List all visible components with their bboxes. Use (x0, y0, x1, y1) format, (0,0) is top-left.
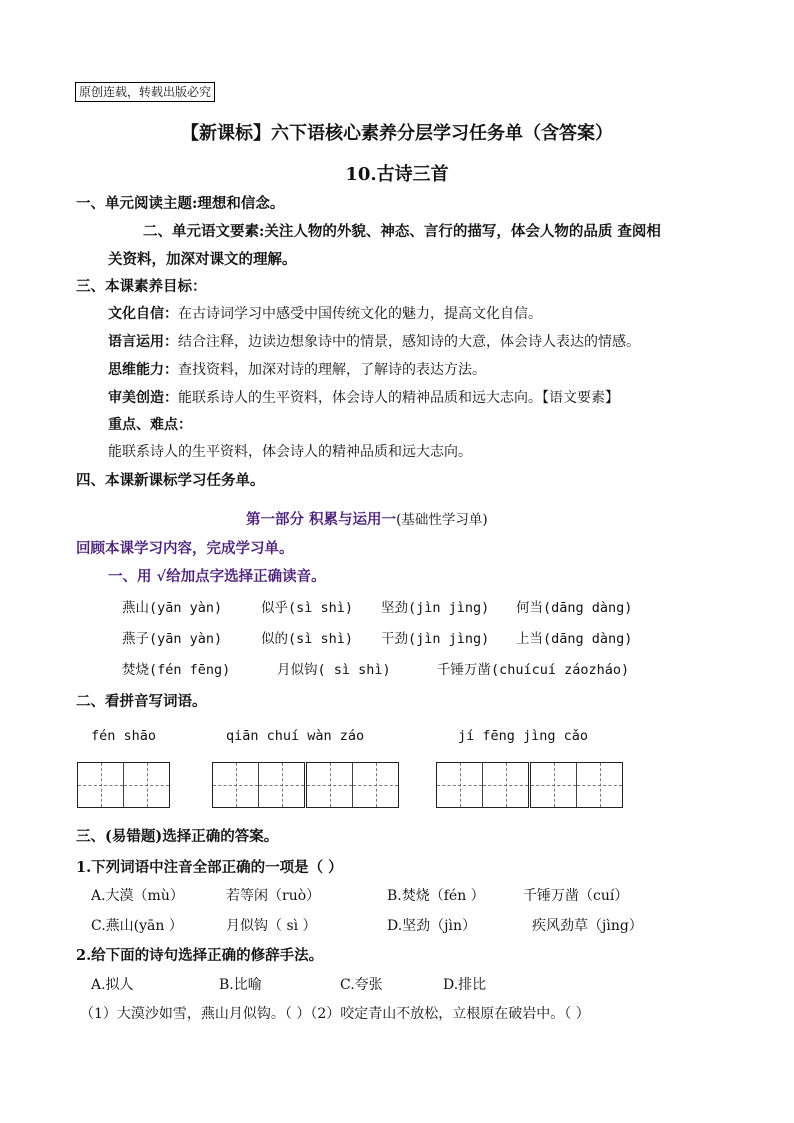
q1-item: 上当(dāng dàng) (516, 631, 633, 647)
goal-text: 在古诗词学习中感受中国传统文化的魅力，提高文化自信。 (178, 306, 542, 322)
part1-heading (246, 508, 488, 529)
section-goals: 三、本课素养目标： (76, 278, 207, 295)
q3-1-option: C.燕山(yān ） (91, 918, 183, 934)
writing-grid-qianchui[interactable] (212, 762, 305, 808)
review-instruction: 回顾本课学习内容，完成学习单。 (76, 540, 294, 557)
part1-subtitle: (基础性学习单) (396, 512, 488, 528)
q3-2-option: C.夸张 (340, 977, 383, 993)
goal-culture (108, 303, 542, 323)
q1-item: 似的(sì shì) (261, 631, 354, 647)
writing-grid-wanzao[interactable] (306, 762, 399, 808)
q1-item: 月似钩( sì shì) (277, 662, 391, 678)
part1-title: 第一部分 积累与运用一 (246, 511, 397, 528)
key-points-text: 能联系诗人的生平资料，体会诗人的精神品质和远大志向。 (108, 444, 472, 460)
main-title: 【新课标】六下语核心素养分层学习任务单（含答案） (181, 123, 613, 144)
copyright-stamp: 原创连载，转载出版必究 (75, 82, 215, 102)
q3-1-option: 若等闲（ruò） (226, 888, 321, 904)
goal-thinking (108, 359, 486, 379)
goal-label: 语言运用： (108, 334, 178, 350)
q1-item: 何当(dāng dàng) (516, 600, 633, 616)
q3-1-option: A.大漠（mù） (91, 888, 184, 904)
q3-2-option: B.比喻 (219, 977, 262, 993)
goal-text: 结合注释，边读边想象诗中的情景，感知诗的大意，体会诗人表达的情感。 (178, 334, 640, 350)
goal-aesthetic (108, 387, 619, 407)
goal-text: 查找资料，加深对诗的理解，了解诗的表达方法。 (178, 362, 486, 378)
section-unit-elements-cont: 关资料，加深对课文的理解。 (108, 251, 297, 268)
key-points-label: 重点、难点： (108, 417, 192, 433)
writing-grid-fenshao[interactable] (77, 762, 170, 808)
goal-label: 审美创造： (108, 390, 178, 406)
section-unit-theme: 一、单元阅读主题:理想和信念。 (76, 195, 285, 212)
q3-1-option: 月似钩（ sì ） (226, 918, 317, 934)
q1-item: 坚劲(jìn jìng) (381, 600, 490, 616)
q1-item: 焚烧(fén fēng) (122, 662, 231, 678)
q2-pinyin: jí fēng jìng cǎo (458, 728, 589, 744)
writing-grid-jifeng[interactable] (436, 762, 529, 808)
q3-2-question: 2.给下面的诗句选择正确的修辞手法。 (76, 947, 324, 964)
goal-label: 思维能力： (108, 362, 178, 378)
q3-2-items: （1）大漠沙如雪，燕山月似钩。（ ）（2）咬定青山不放松，立根原在破岩中。（ ） (80, 1006, 590, 1022)
q1-item: 干劲(jìn jìng) (381, 631, 490, 647)
q3-1-question: 1.下列词语中注音全部正确的一项是（ ） (76, 859, 343, 876)
q1-item: 燕子(yān yàn) (122, 631, 223, 647)
writing-grid-jingcao[interactable] (530, 762, 623, 808)
goal-text: 能联系诗人的生平资料，体会诗人的精神品质和远大志向。【语文要素】 (178, 390, 619, 406)
section-unit-elements: 二、单元语文要素:关注人物的外貌、神态、言行的描写，体会人物的品质 查阅相 (143, 223, 661, 240)
q3-2-option: A.拟人 (91, 977, 134, 993)
q2-pinyin: fén shāo (91, 728, 157, 744)
q3-2-option: D.排比 (443, 977, 487, 993)
q3-1-option: 千锤万凿（cuí） (523, 888, 629, 904)
q2-title: 二、看拼音写词语。 (76, 693, 207, 710)
q3-1-option: D.坚劲（jìn） (387, 918, 477, 934)
lesson-title: 10.古诗三首 (345, 164, 449, 185)
q1-item: 千锤万凿(chuícuí záozháo) (437, 662, 630, 678)
q3-1-option: 疾风劲草（jìng） (532, 918, 643, 934)
q1-title: 一、用 √给加点字选择正确读音。 (108, 568, 326, 585)
goal-language (108, 331, 640, 351)
q3-title: 三、(易错题)选择正确的答案。 (76, 828, 279, 845)
q1-item: 似乎(sì shì) (261, 600, 354, 616)
q1-item: 燕山(yān yàn) (122, 600, 223, 616)
section-task-sheet: 四、本课新课标学习任务单。 (76, 472, 265, 489)
q3-1-option: B.焚烧（fén ） (387, 888, 485, 904)
q2-pinyin: qiān chuí wàn záo (226, 728, 365, 744)
goal-label: 文化自信： (108, 306, 178, 322)
